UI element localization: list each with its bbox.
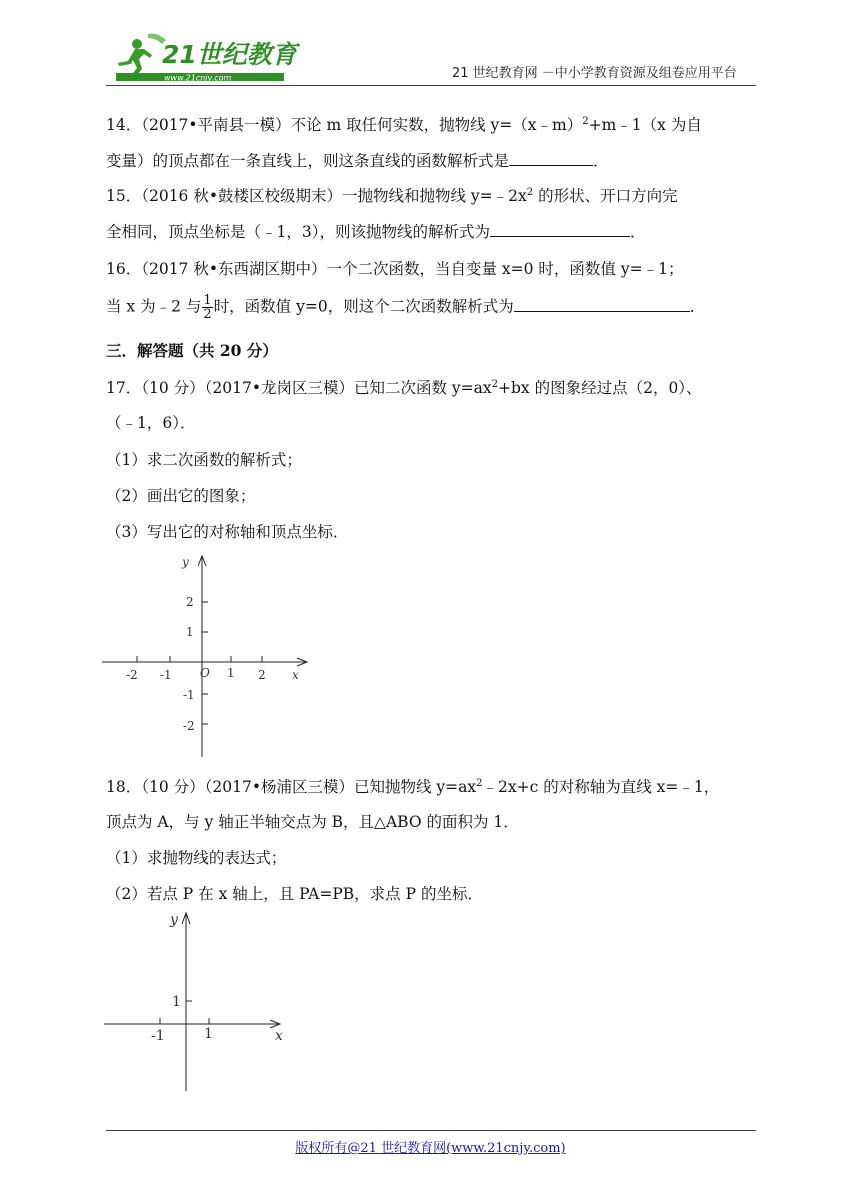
y-axis-label: y (182, 555, 189, 569)
x-tick-label: 2 (258, 668, 266, 682)
answer-blank[interactable] (490, 222, 630, 237)
x-tick-label: 1 (227, 666, 235, 680)
y-tick-label: -1 (183, 688, 195, 702)
y-axis-label: y (170, 912, 178, 928)
question-18-line2: 顶点为 A，与 y 轴正半轴交点为 B，且△ABO 的面积为 1． (106, 813, 519, 831)
header-divider (106, 85, 756, 86)
question-14-line2: 变量）的顶点都在一条直线上，则这条直线的函数解析式是 ． (106, 152, 609, 170)
fraction-one-half: $\frac{1}{2}$ (203, 293, 212, 322)
question-15-line1: 15．（2016 秋•鼓楼区校级期末）一抛物线和抛物线 $y=﹣2x^2$ 的形状、开口方向完 (106, 186, 678, 205)
site-tagline: 21 世纪教育网 －中小学教育资源及组卷应用平台 (452, 66, 737, 81)
question-15-line2: 全相同，顶点坐标是（﹣1，3），则该抛物线的解析式为 ． (106, 223, 646, 241)
x-axis-label: x (275, 1028, 283, 1044)
x-tick-label: 1 (204, 1026, 213, 1042)
logo-url: www.21cnjy.com (164, 73, 232, 83)
q17-coordinate-graph (100, 552, 315, 762)
x-axis-label: x (292, 668, 299, 682)
section-heading: 三．解答题（共 20 分） (106, 341, 278, 360)
logo-text: 21世纪教育 (162, 40, 297, 69)
question-16-line1: 16．（2017 秋•东西湖区期中）一个二次函数，当自变量 x=0 时，函数值 y=﹣1； (106, 260, 684, 278)
question-14-line1: 14．（2017•平南县一模）不论 m 取任何实数，抛物线 y=（x﹣m）$^2$+m﹣1（x 为自 (106, 115, 702, 134)
y-tick-label: 2 (186, 595, 194, 609)
q18-coordinate-graph (100, 906, 295, 1096)
copyright-link[interactable]: 版权所有@21 世纪教育网(www.21cnjy.com) (295, 1141, 566, 1156)
question-18-line1: 18．（10 分）（2017•杨浦区三模）已知抛物线 $y=ax^2﹣2x+c$ 的对称轴为直线 x=﹣1， (106, 777, 720, 796)
y-tick-label: 1 (186, 625, 194, 639)
question-16-line2: 当 x 为﹣2 与 $\frac{1}{2}$ 时，函数值 y=0，则这个二次函数解析式为 ． (106, 293, 706, 322)
site-logo (104, 30, 304, 86)
y-tick-label: 1 (172, 994, 181, 1010)
question-17-line2: （﹣1，6）． (106, 414, 196, 432)
answer-blank[interactable] (514, 297, 690, 312)
question-17-sub2: （2）画出它的图象； (106, 487, 256, 505)
x-tick-label: -1 (160, 668, 172, 682)
x-tick-label: -1 (151, 1028, 165, 1044)
question-17-sub3: （3）写出它的对称轴和顶点坐标． (106, 523, 349, 541)
question-17-sub1: （1）求二次函数的解析式； (106, 451, 302, 469)
y-tick-label: -2 (183, 719, 195, 733)
x-tick-label: -2 (126, 668, 138, 682)
answer-blank[interactable] (509, 151, 593, 166)
footer-divider (106, 1130, 756, 1131)
origin-label: O (200, 666, 210, 680)
question-18-sub1: （1）求抛物线的表达式； (106, 849, 287, 867)
question-17-line1: 17．（10 分）（2017•龙岗区三模）已知二次函数 $y=ax^2+bx$ 的图象经过点（2，0）、 (106, 378, 702, 397)
question-18-sub2: （2）若点 P 在 x 轴上，且 PA=PB，求点 P 的坐标． (106, 885, 483, 903)
